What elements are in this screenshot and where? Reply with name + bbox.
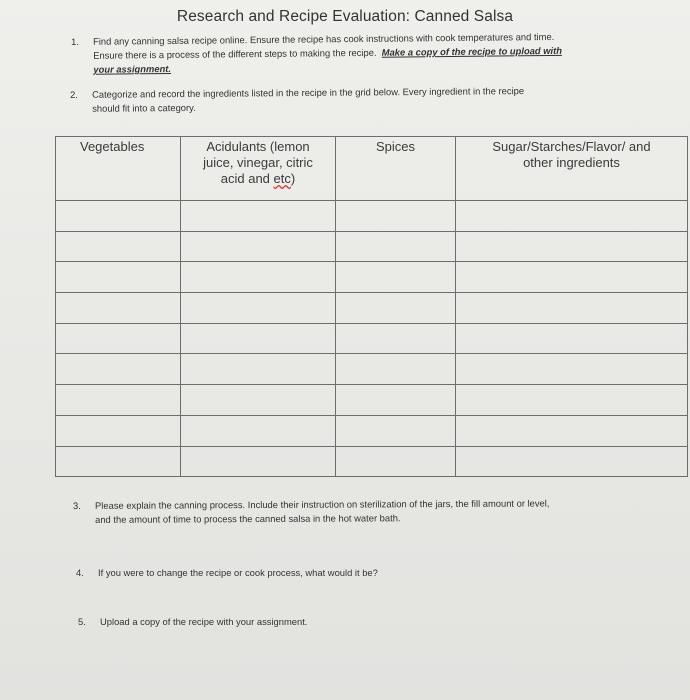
grid-cell-acidulants[interactable] <box>181 201 336 232</box>
grid-row <box>56 201 688 232</box>
grid-cell-spices[interactable] <box>336 354 456 385</box>
grid-cell-acidulants[interactable] <box>181 385 336 416</box>
grid-cell-acidulants[interactable] <box>181 354 336 385</box>
instruction-2-line-1: Categorize and record the ingredients listed in the recipe in the grid below. Every ingredient in the recipe <box>92 85 525 100</box>
page-title: Research and Recipe Evaluation: Canned Salsa <box>176 8 514 25</box>
instruction-4-line-1: If you were to change the recipe or cook process, what would it be? <box>98 567 378 578</box>
instruction-3-line-2: and the amount of time to process the canned salsa in the hot water bath. <box>95 512 401 525</box>
grid-row <box>56 293 688 324</box>
grid-cell-sugar-starches-flavor[interactable] <box>456 201 688 232</box>
recipe-upload-link[interactable]: Make a copy of the recipe to upload with <box>381 44 563 58</box>
grid-cell-vegetables[interactable] <box>56 201 181 232</box>
grid-cell-vegetables[interactable] <box>56 262 181 293</box>
instruction-1-number: 1. <box>71 35 79 47</box>
grid-cell-sugar-starches-flavor[interactable] <box>456 354 688 385</box>
grid-cell-spices[interactable] <box>336 293 456 324</box>
grid-cell-acidulants[interactable] <box>181 293 336 324</box>
grid-cell-acidulants[interactable] <box>181 262 336 293</box>
grid-cell-spices[interactable] <box>336 201 456 232</box>
grid-cell-acidulants[interactable] <box>181 415 336 446</box>
instruction-5-number: 5. <box>78 616 86 627</box>
header-acidulants: Acidulants (lemon juice, vinegar, citric acid and etc) <box>181 137 336 201</box>
grid-header-row <box>56 137 688 201</box>
grid-cell-acidulants[interactable] <box>181 323 336 354</box>
grid-cell-vegetables[interactable] <box>56 415 181 446</box>
grid-cell-vegetables[interactable] <box>56 385 181 416</box>
grid-cell-vegetables[interactable] <box>56 231 181 262</box>
grid-cell-sugar-starches-flavor[interactable] <box>456 262 688 293</box>
grid-row <box>56 323 688 354</box>
grid-cell-sugar-starches-flavor[interactable] <box>456 231 688 262</box>
grid-cell-vegetables[interactable] <box>56 446 181 477</box>
grid-cell-sugar-starches-flavor[interactable] <box>456 293 688 324</box>
grid-row <box>56 231 688 262</box>
instruction-2-number: 2. <box>70 88 78 100</box>
grid-cell-acidulants[interactable] <box>181 446 336 477</box>
recipe-upload-link-continued[interactable]: your assignment. <box>93 62 172 75</box>
instruction-1-line-2: Ensure there is a process of the different steps to making the recipe. <box>93 46 377 61</box>
grid-row <box>56 385 688 416</box>
grid-cell-spices[interactable] <box>336 385 456 416</box>
grid-cell-acidulants[interactable] <box>181 231 336 262</box>
ingredient-grid <box>55 136 688 477</box>
grid-cell-spices[interactable] <box>336 446 456 477</box>
instruction-1-line-1: Find any canning salsa recipe online. Ensure the recipe has cook instructions with cook temperatures and time. <box>93 30 555 47</box>
header-vegetables: Vegetables <box>56 137 181 201</box>
grid-cell-vegetables[interactable] <box>56 354 181 385</box>
grid-cell-sugar-starches-flavor[interactable] <box>456 415 688 446</box>
grid-row <box>56 415 688 446</box>
grid-cell-spices[interactable] <box>336 415 456 446</box>
grid-cell-sugar-starches-flavor[interactable] <box>456 446 688 477</box>
instruction-4-number: 4. <box>76 567 84 578</box>
header-spices: Spices <box>336 137 456 201</box>
grid-cell-vegetables[interactable] <box>56 323 181 354</box>
header-sugar-starches-flavor: Sugar/Starches/Flavor/ and other ingredients <box>456 137 688 201</box>
instruction-3-number: 3. <box>73 499 81 511</box>
grid-cell-spices[interactable] <box>336 323 456 354</box>
grid-row <box>56 446 688 477</box>
instruction-3-line-1: Please explain the canning process. Include their instruction on sterilization of the jars, the fill amount or level, <box>95 497 550 511</box>
grid-row <box>56 262 688 293</box>
grid-cell-spices[interactable] <box>336 231 456 262</box>
grid-row <box>56 354 688 385</box>
instruction-2-line-2: should fit into a category. <box>92 101 196 114</box>
instruction-5-line-1: Upload a copy of the recipe with your assignment. <box>100 616 308 627</box>
grid-cell-vegetables[interactable] <box>56 293 181 324</box>
grid-cell-sugar-starches-flavor[interactable] <box>456 385 688 416</box>
grid-cell-spices[interactable] <box>336 262 456 293</box>
grid-cell-sugar-starches-flavor[interactable] <box>456 323 688 354</box>
